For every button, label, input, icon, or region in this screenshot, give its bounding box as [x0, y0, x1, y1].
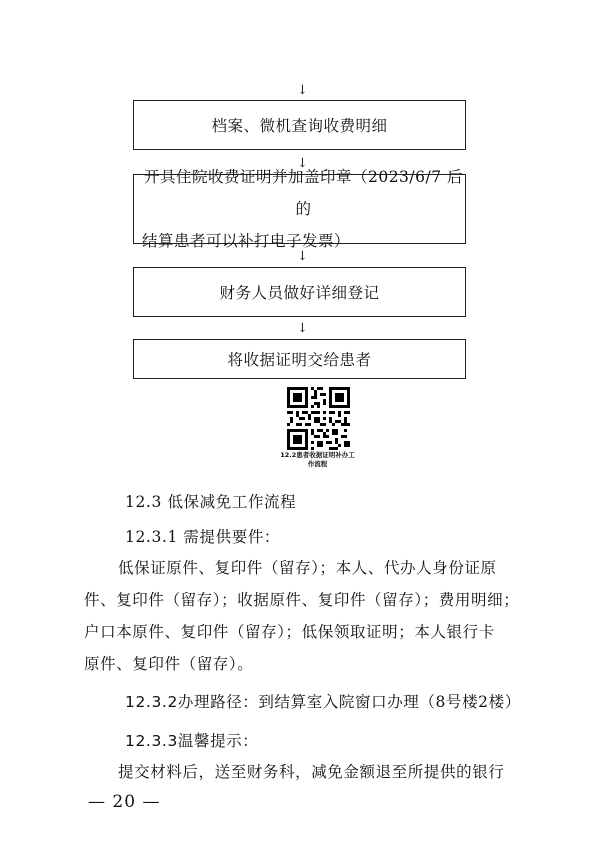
flow-step-text: 将收据证明交给患者: [227, 351, 372, 369]
paragraph-line: 件、复印件（留存）；收据原件、复印件（留存）；费用明细；: [84, 591, 520, 609]
subsection-paragraph: [125, 690, 521, 712]
subsection-title: [125, 525, 565, 547]
paragraph-line: 原件、复印件（留存）。: [84, 655, 254, 673]
paragraph-line: 低保证原件、复印件（留存）；本人、代办人身份证原: [118, 559, 497, 577]
qr-caption-line: 作流程: [307, 460, 328, 468]
flow-step-box: [133, 100, 466, 150]
flow-step-text: 财务人员做好详细登记: [219, 284, 380, 302]
flow-step-text: 结算患者可以补打电子发票）: [142, 232, 351, 250]
section-heading-text: 12.3 低保减免工作流程: [125, 493, 297, 511]
subsection-title-text: 12.3.1 需提供要件：: [125, 528, 281, 546]
flow-step-box: [133, 339, 466, 379]
section-heading: [125, 490, 565, 512]
subsection-title: 12.3.2办理路径：: [125, 693, 259, 711]
flow-arrow: ↓: [297, 321, 308, 336]
flow-arrow: ↓: [297, 83, 308, 98]
flow-arrow: ↓: [297, 249, 308, 264]
qr-caption-line: 12.2患者收据证明补办工: [280, 451, 355, 459]
qr-code: [287, 387, 350, 450]
flow-step-box: [133, 168, 466, 250]
flow-arrow: ↓: [297, 156, 308, 171]
flow-step-text: 开具住院收费证明并加盖印章（2023/6/7 后的: [143, 168, 464, 218]
flow-step-box: [133, 267, 466, 317]
page-number: — 20 —: [88, 792, 161, 812]
paragraph-line: 户口本原件、复印件（留存）；低保领取证明；本人银行卡: [84, 623, 495, 641]
flow-step-text: 档案、微机查询收费明细: [211, 117, 388, 135]
subsection-title: [125, 729, 258, 751]
subsection-body: 到结算室入院窗口办理（8号楼2楼）: [258, 693, 521, 711]
paragraph-line: 提交材料后，送至财务科，减免金额退至所提供的银行: [118, 763, 505, 781]
qr-caption: [270, 451, 365, 469]
subsection-title-text: 12.3.3温馨提示：: [125, 732, 259, 750]
